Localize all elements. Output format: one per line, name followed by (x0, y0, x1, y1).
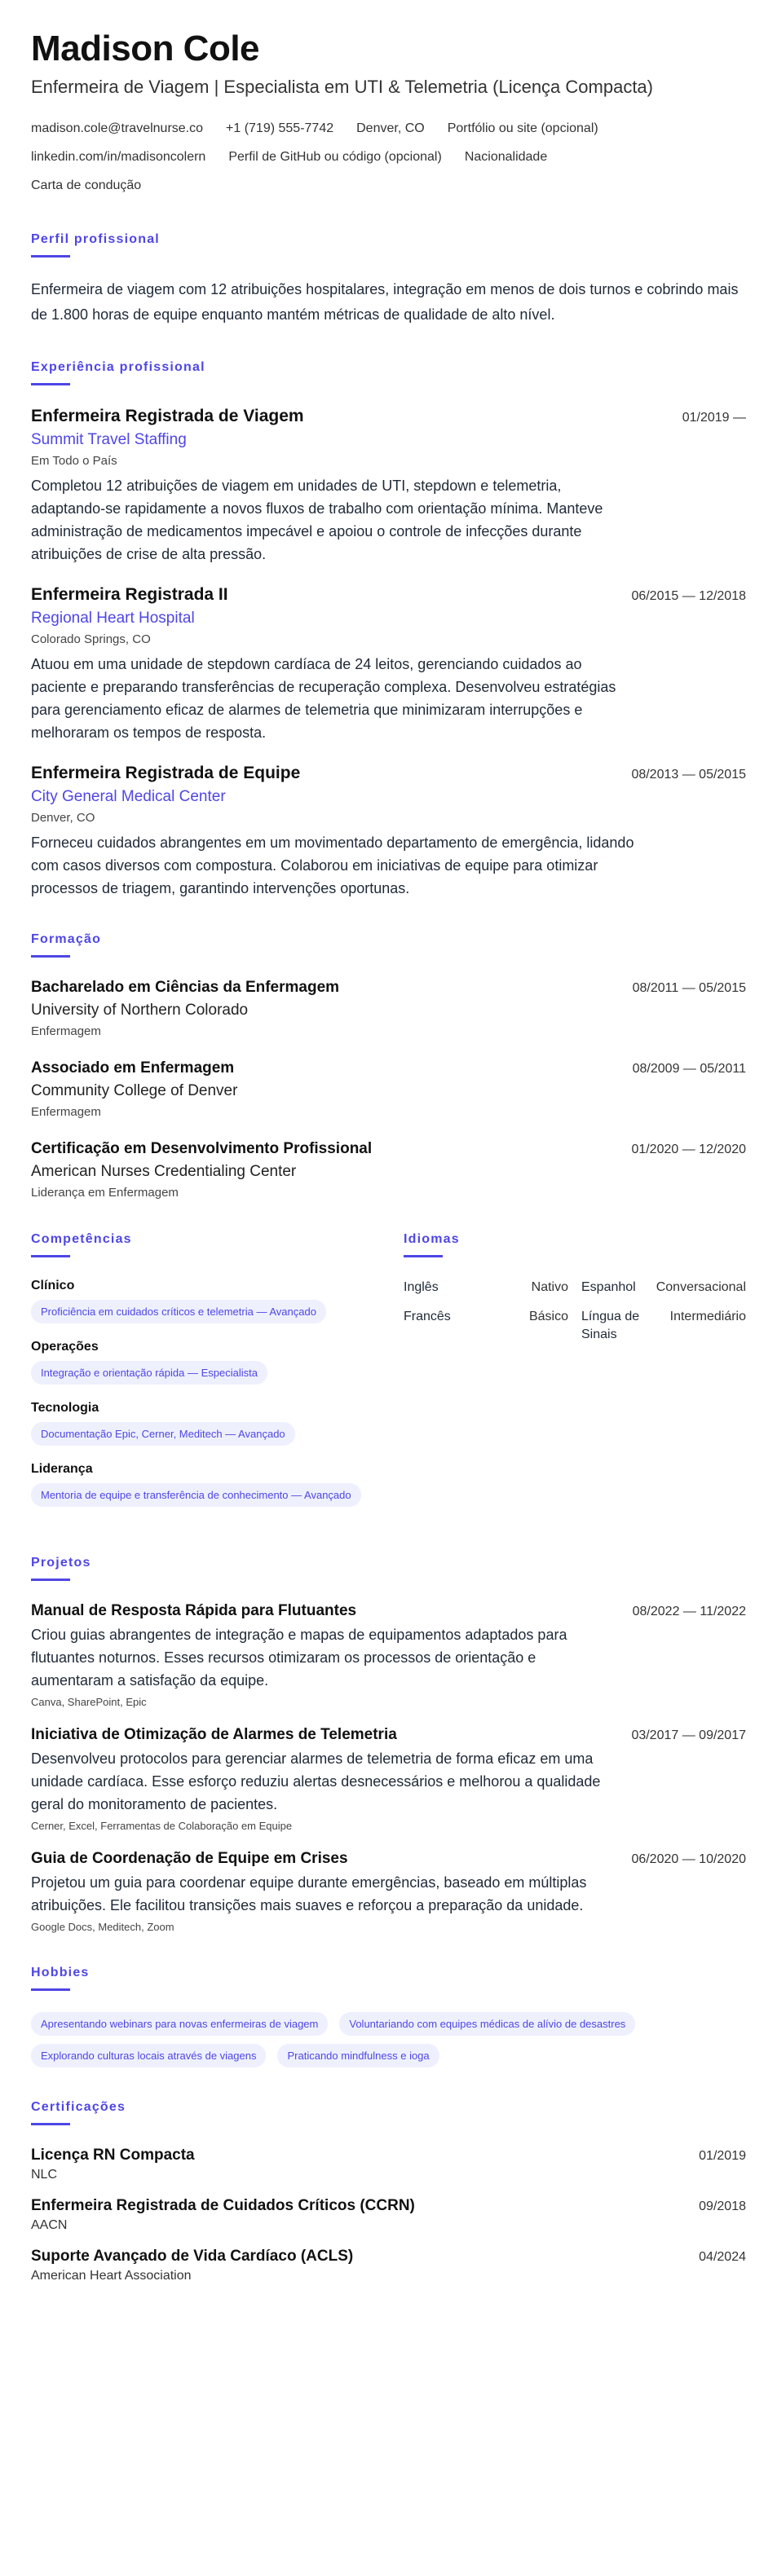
certification-entry (31, 2248, 746, 2283)
section-title: Projetos (31, 1556, 91, 1570)
certification-date: 01/2019 (699, 2149, 746, 2164)
skills-section (31, 1232, 373, 1523)
degree-name: Certificação em Desenvolvimento Profissional (31, 1140, 373, 1158)
section-title: Hobbies (31, 1966, 90, 1980)
education-entry (31, 1140, 746, 1200)
project-dates: 03/2017 — 09/2017 (631, 1728, 746, 1743)
section-divider (31, 1255, 70, 1257)
skill-group-name: Operações (31, 1340, 99, 1354)
language-level: Conversacional (656, 1280, 746, 1295)
summary-section (31, 232, 746, 328)
skill-group-name: Liderança (31, 1462, 93, 1477)
school-name: University of Northern Colorado (31, 1002, 249, 1019)
education-dates: 08/2011 — 05/2015 (632, 981, 746, 996)
language-name: Francês (404, 1310, 451, 1324)
contact-phone[interactable]: +1 (719) 555-7742 (226, 121, 334, 136)
company-name: Regional Heart Hospital (31, 610, 195, 627)
section-title: Competências (31, 1232, 132, 1247)
hobby-pill: Voluntariando com equipes médicas de alívio de desastres (339, 2012, 635, 2036)
skill-pill: Proficiência em cuidados críticos e telemetria — Avançado (31, 1300, 326, 1323)
job-location: Em Todo o País (31, 454, 117, 469)
degree-name: Bacharelado em Ciências da Enfermagem (31, 979, 340, 997)
candidate-headline: Enfermeira de Viagem | Especialista em UTI & Telemetria (Licença Compacta) (31, 77, 653, 98)
school-name: Community College of Denver (31, 1082, 238, 1100)
job-dates: 01/2019 — (682, 411, 746, 425)
contact-email[interactable]: madison.cole@travelnurse.co (31, 121, 204, 136)
section-title: Formação (31, 932, 102, 947)
skill-group (31, 1462, 373, 1507)
project-tools: Google Docs, Meditech, Zoom (31, 1921, 174, 1934)
language-level: Básico (528, 1310, 568, 1324)
job-dates: 08/2013 — 05/2015 (631, 768, 746, 782)
study-area: Enfermagem (31, 1105, 101, 1120)
company-name: City General Medical Center (31, 788, 226, 806)
contact-row (31, 143, 746, 171)
language-name: Espanhol (581, 1280, 636, 1295)
skill-pill: Integração e orientação rápida — Especialista (31, 1361, 267, 1385)
resume-header (31, 29, 746, 200)
skill-group-name: Clínico (31, 1279, 75, 1293)
summary-text: Enfermeira de viagem com 12 atribuições hospitalares, integração em menos de dois turnos e cobrindo mais de 1.800 horas de equipe enquanto mantém métricas de qualidade de alto nível. (31, 281, 739, 324)
job-description: Forneceu cuidados abrangentes em um movimentado departamento de emergência, lidando com casos diversos com compostura. Colaborou em iniciativas de equipe para otimizar processos de triagem, garantindo intervenções oportunas. (31, 834, 634, 897)
section-title: Experiência profissional (31, 360, 205, 375)
hobby-pill: Apresentando webinars para novas enfermeiras de viagem (31, 2012, 328, 2036)
job-description: Atuou em uma unidade de stepdown cardíaca de 24 leitos, gerenciando cuidados ao paciente e preparando transferências de recuperação complexa. Desenvolveu estratégias para gerenciamento eficaz de alarmes de telemetria que minimizaram interrupções e melhoraram os tempos de resposta. (31, 656, 616, 742)
education-dates: 01/2020 — 12/2020 (631, 1143, 746, 1157)
section-divider (31, 2123, 70, 2125)
company-name: Summit Travel Staffing (31, 431, 187, 449)
certification-date: 09/2018 (699, 2200, 746, 2214)
contact-location: Denver, CO (356, 121, 425, 136)
language-item (581, 1279, 746, 1297)
section-title: Certificações (31, 2100, 126, 2115)
job-title: Enfermeira Registrada de Equipe (31, 764, 301, 783)
education-dates: 08/2009 — 05/2011 (632, 1062, 746, 1077)
skill-group (31, 1340, 373, 1385)
job-location: Colorado Springs, CO (31, 632, 151, 647)
certifications-section (31, 2100, 746, 2283)
contact-nationality: Nacionalidade (464, 150, 548, 165)
skill-group (31, 1279, 373, 1323)
language-level: Intermediário (669, 1310, 746, 1324)
skill-pill: Documentação Epic, Cerner, Meditech — Avançado (31, 1422, 295, 1446)
contact-linkedin[interactable]: linkedin.com/in/madisoncolern (31, 150, 206, 165)
project-description: Criou guias abrangentes de integração e mapas de equipamentos adaptados para flutuantes noturnos. Esses recursos otimizaram os processos de orientação e aumentaram a satisfação da equipe. (31, 1627, 567, 1689)
degree-name: Associado em Enfermagem (31, 1059, 235, 1077)
education-entry (31, 979, 746, 1038)
skill-group (31, 1401, 373, 1446)
certification-issuer: American Heart Association (31, 2269, 192, 2283)
hobbies-list (31, 2012, 748, 2067)
experience-entry (31, 585, 746, 744)
language-item (404, 1308, 568, 1344)
language-item (404, 1279, 568, 1297)
certification-name: Suporte Avançado de Vida Cardíaco (ACLS) (31, 2248, 354, 2266)
section-divider (31, 1579, 70, 1581)
section-divider (31, 383, 70, 385)
contact-github[interactable]: Perfil de GitHub ou código (opcional) (228, 150, 442, 165)
languages-grid (404, 1279, 746, 1344)
certification-issuer: NLC (31, 2168, 58, 2182)
certification-name: Enfermeira Registrada de Cuidados Críticos (CCRN) (31, 2197, 415, 2215)
project-tools: Canva, SharePoint, Epic (31, 1696, 147, 1709)
project-dates: 06/2020 — 10/2020 (631, 1852, 746, 1867)
job-description: Completou 12 atribuições de viagem em unidades de UTI, stepdown e telemetria, adaptando-se rapidamente a novos fluxos de trabalho com orientação mínima. Manteve administração de medicamentos impecável e apoiou o controle de infecções durante atribuições de crise de alta pressão. (31, 478, 603, 563)
project-description: Projetou um guia para coordenar equipe durante emergências, baseado em múltiplas atribuições. Ele facilitou transições mais suaves e reforçou a preparação da unidade. (31, 1874, 587, 1914)
education-entry (31, 1059, 746, 1119)
hobbies-section (31, 1966, 746, 2067)
job-title: Enfermeira Registrada II (31, 585, 228, 605)
job-dates: 06/2015 — 12/2018 (631, 589, 746, 604)
projects-section (31, 1556, 746, 1933)
study-area: Enfermagem (31, 1024, 101, 1039)
experience-entry (31, 407, 746, 566)
contact-portfolio[interactable]: Portfólio ou site (opcional) (447, 121, 598, 136)
certification-date: 04/2024 (699, 2250, 746, 2265)
project-entry (31, 1726, 746, 1832)
project-name: Guia de Coordenação de Equipe em Crises (31, 1850, 348, 1868)
contact-info (31, 114, 746, 200)
language-name: Inglês (404, 1280, 439, 1295)
candidate-name: Madison Cole (31, 29, 260, 68)
section-title: Idiomas (404, 1232, 460, 1247)
hobby-pill: Explorando culturas locais através de viagens (31, 2044, 266, 2067)
languages-section (404, 1232, 746, 1523)
section-divider (31, 955, 70, 958)
education-section (31, 932, 746, 1200)
project-entry (31, 1850, 746, 1933)
hobby-pill: Praticando mindfulness e ioga (277, 2044, 439, 2067)
job-title: Enfermeira Registrada de Viagem (31, 407, 304, 426)
section-title: Perfil profissional (31, 232, 160, 247)
language-level: Nativo (531, 1280, 568, 1295)
language-name: Língua de Sinais (581, 1310, 640, 1342)
project-tools: Cerner, Excel, Ferramentas de Colaboração em Equipe (31, 1820, 293, 1833)
certification-issuer: AACN (31, 2218, 68, 2233)
skill-group-name: Tecnologia (31, 1401, 99, 1416)
project-name: Iniciativa de Otimização de Alarmes de Telemetria (31, 1726, 397, 1744)
section-divider (31, 1988, 70, 1991)
project-dates: 08/2022 — 11/2022 (632, 1605, 746, 1619)
project-name: Manual de Resposta Rápida para Flutuantes (31, 1602, 357, 1620)
certification-entry (31, 2197, 746, 2233)
contact-driving-license: Carta de condução (31, 178, 142, 193)
project-description: Desenvolveu protocolos para gerenciar alarmes de telemetria de forma eficaz em uma unidade cardíaca. Esse esforço reduziu alertas desnecessários e melhorou a qualidade geral do monitoramento de pacientes. (31, 1750, 601, 1813)
contact-row (31, 171, 746, 200)
school-name: American Nurses Credentialing Center (31, 1163, 297, 1181)
contact-row (31, 114, 746, 143)
experience-entry (31, 764, 746, 900)
study-area: Liderança em Enfermagem (31, 1186, 179, 1200)
skills-languages-row (31, 1232, 746, 1523)
job-location: Denver, CO (31, 811, 95, 826)
project-entry (31, 1602, 746, 1708)
language-item (581, 1308, 746, 1344)
section-divider (31, 255, 70, 258)
experience-section (31, 360, 746, 900)
skill-pill: Mentoria de equipe e transferência de conhecimento — Avançado (31, 1483, 361, 1507)
certification-name: Licença RN Compacta (31, 2147, 195, 2164)
certification-entry (31, 2147, 746, 2182)
section-divider (404, 1255, 443, 1257)
